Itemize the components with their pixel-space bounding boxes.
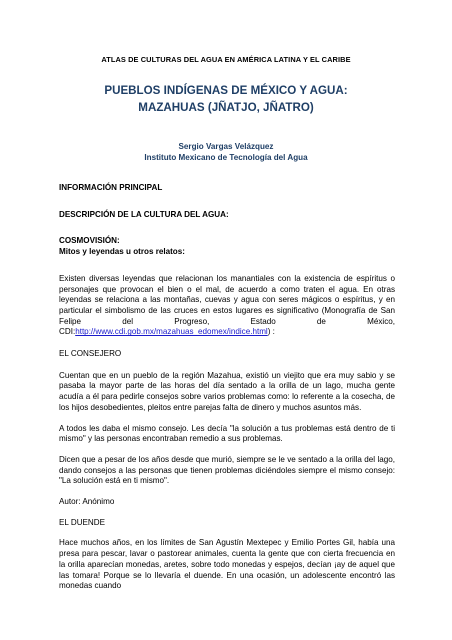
intro-paragraph — [59, 274, 395, 338]
author-institution: Instituto Mexicano de Tecnología del Agua — [144, 152, 308, 162]
section-heading-cosmovision: COSMOVISIÓN: — [59, 236, 120, 246]
cdi-link[interactable]: http://www.cdi.gob.mx/mazahuas_edomex/indice.html — [75, 327, 268, 337]
author-block — [0, 142, 452, 163]
author-name: Sergio Vargas Velázquez — [178, 142, 274, 151]
document-subtitle: MAZAHUAS (JÑATJO, JÑATRO) — [138, 101, 314, 114]
section-heading-info: INFORMACIÓN PRINCIPAL — [59, 183, 163, 192]
consejero-paragraph-2: A todos les daba el mismo consejo. Les decía "la solución a tus problemas está dentro de ti mismo" y las personas encontraban remedio a sus problemas. — [59, 423, 395, 444]
consejero-paragraph-1: Cuentan que en un pueblo de la región Mazahua, existió un viejito que era muy sabio y se pasaba la mayor parte de las horas del día sentado a la orilla de un lago, mucha gente acudía a él para pedirle consejos sobre varios problemas como: lo referente a la cosecha, de los hijos desobedientes, pleitos entre parejas falta de dinero y muchos asuntos más. — [59, 370, 395, 412]
atlas-header: ATLAS DE CULTURAS DEL AGUA EN AMÉRICA LATINA Y EL CARIBE — [101, 55, 351, 64]
duende-paragraph-1: Hace muchos años, en los límites de San Agustín Mextepec y Emilio Portes Gil, había una presa para pescar, lavar o pastorear animales, cuenta la gente que con cierta frecuencia en la orilla aparecían monedas, aretes, sobre todo monedas y espejos, decían ¡ay de aquel que las tomara! Porque se lo llevaría el duende. En una ocasión, un adolescente encontró las monedas cuando — [59, 538, 395, 591]
consejero-author: Autor: Anónimo — [59, 497, 115, 507]
section-heading-mitos: Mitos y leyendas u otros relatos: — [59, 247, 185, 257]
section-heading-descripcion: DESCRIPCIÓN DE LA CULTURA DEL AGUA: — [59, 209, 229, 219]
story-title-consejero: EL CONSEJERO — [59, 349, 122, 359]
story-title-duende: EL DUENDE — [59, 517, 106, 527]
document-body — [59, 183, 395, 592]
intro-after-link: ) : — [267, 327, 275, 337]
consejero-paragraph-3: Dicen que a pesar de los años desde que murió, siempre se le ve sentado a la orilla del lago, dando consejos a las personas que tienen problemas diciéndoles siempre el mismo consejo: "La solución está en ti mismo". — [59, 454, 395, 486]
document-title: PUEBLOS INDÍGENAS DE MÉXICO Y AGUA: — [104, 84, 348, 97]
intro-text: Existen diversas leyendas que relacionan los manantiales con la existencia de espíritus o personajes que provocan el bien o el mal, de acuerdo a como traten el agua. En otras leyendas se relaciona a las montañas, cuevas y agua con seres mágicos o espíritus, y en particular el simbolismo de las cruces en estos lugares es significativo (Monografía de San Felipe del Progreso, Estado de México, CDI: — [59, 273, 395, 337]
